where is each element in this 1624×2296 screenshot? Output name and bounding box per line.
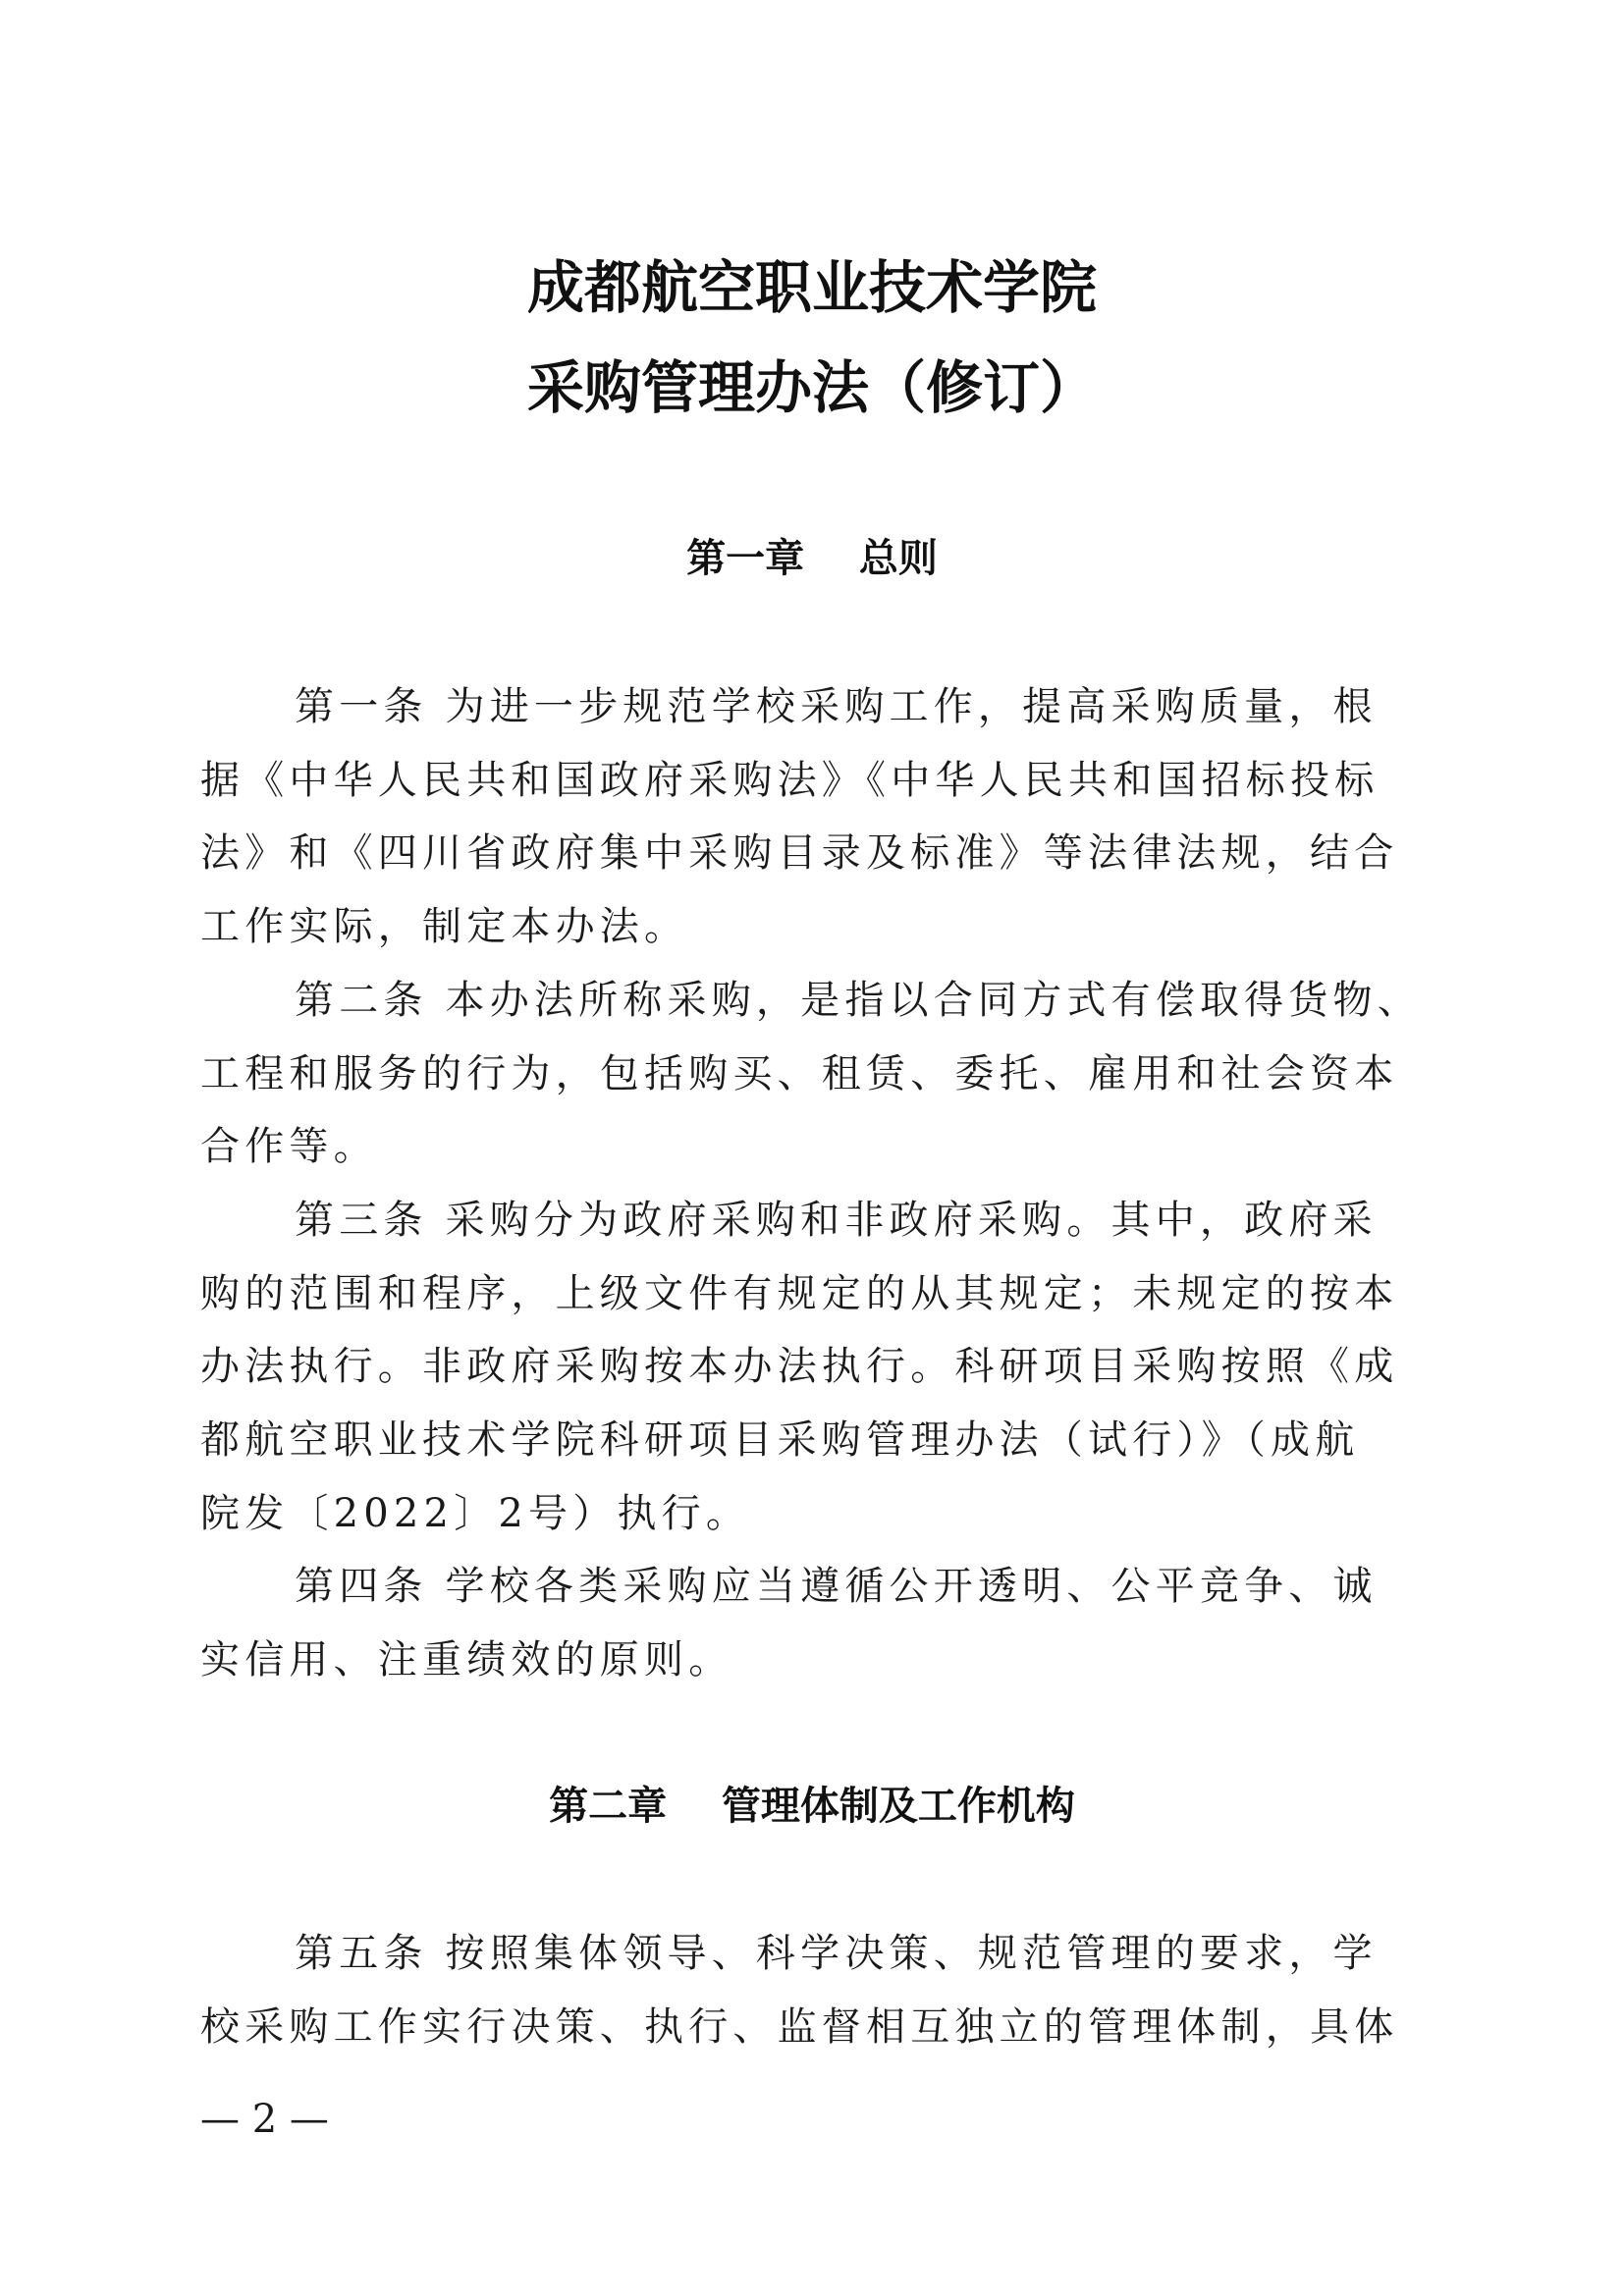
article-3-line-1: 第三条 采购分为政府采购和非政府采购。其中，政府采	[295, 1198, 1378, 1243]
chapter-heading-2: 第二章 管理体制及工作机构	[549, 1784, 1075, 1829]
article-1-line-3: 法》和《四川省政府集中采购目录及标准》等法律法规，结合	[200, 830, 1399, 876]
chapter-heading-1: 第一章 总则	[686, 536, 938, 581]
article-4-line-2: 实信用、注重绩效的原则。	[200, 1637, 733, 1682]
article-1-line-4: 工作实际，制定本办法。	[200, 904, 689, 949]
article-3-line-2: 购的范围和程序，上级文件有规定的从其规定；未规定的按本	[200, 1271, 1399, 1316]
article-2-line-3: 合作等。	[200, 1124, 378, 1169]
article-3-line-4: 都航空职业技术学院科研项目采购管理办法（试行）》（成航	[200, 1417, 1360, 1463]
article-2-line-2: 工程和服务的行为，包括购买、租赁、委托、雇用和社会资本	[200, 1051, 1399, 1096]
article-4-line-1: 第四条 学校各类采购应当遵循公开透明、公平竞争、诚	[295, 1564, 1378, 1609]
article-1-line-1: 第一条 为进一步规范学校采购工作，提高采购质量，根	[295, 684, 1378, 729]
document-title-line-2: 采购管理办法（修订）	[526, 354, 1097, 421]
article-5-line-1: 第五条 按照集体领导、科学决策、规范管理的要求，学	[295, 1931, 1378, 1976]
page-number: — 2 —	[200, 2097, 329, 2142]
article-3-line-5: 院发〔2022〕2号）执行。	[200, 1491, 751, 1536]
article-2-line-1: 第二条 本办法所称采购，是指以合同方式有偿取得货物、	[295, 978, 1422, 1023]
article-5-line-2: 校采购工作实行决策、执行、监督相互独立的管理体制，具体	[200, 2004, 1399, 2050]
document-title-line-1: 成都航空职业技术学院	[526, 254, 1097, 321]
article-3-line-3: 办法执行。非政府采购按本办法执行。科研项目采购按照《成	[200, 1344, 1399, 1389]
article-1-line-2: 据《中华人民共和国政府采购法》《中华人民共和国招标投标	[200, 758, 1380, 803]
